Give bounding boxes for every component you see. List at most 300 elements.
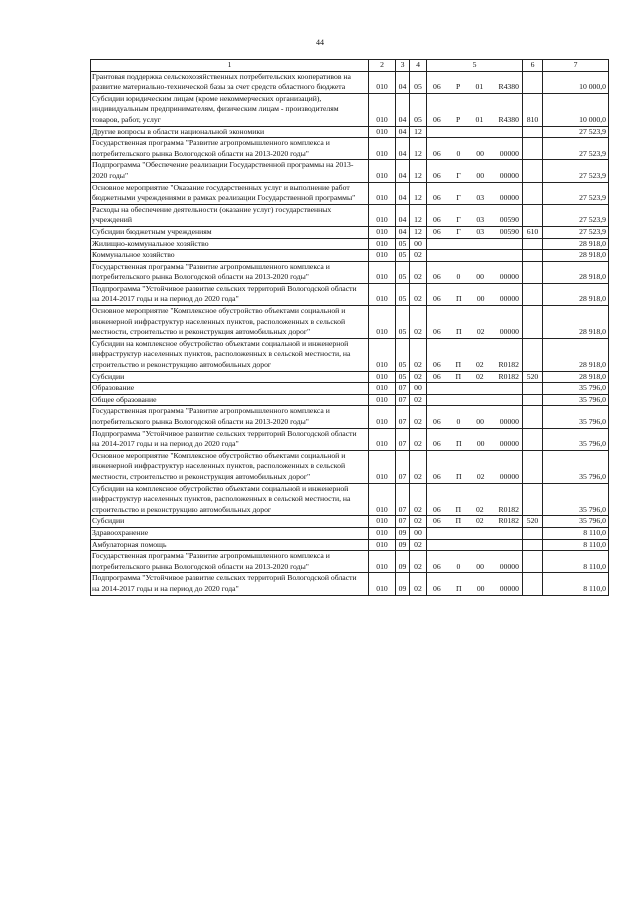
row-name: Субсидии <box>91 371 369 383</box>
csr-part: 00000 <box>499 327 519 337</box>
table-row <box>91 238 609 250</box>
csr-part: Г <box>456 170 461 180</box>
csr-part: П <box>455 439 462 449</box>
row-csr <box>427 371 523 383</box>
row-pr: 02 <box>410 450 427 483</box>
table-row <box>91 539 609 551</box>
csr-part: 02 <box>476 327 485 337</box>
csr-code <box>427 149 522 160</box>
table-row <box>91 71 609 93</box>
row-amount: 35 796,0 <box>543 394 609 406</box>
row-ved: 010 <box>369 516 396 528</box>
row-name: Коммунальное хозяйство <box>91 250 369 262</box>
row-ved: 010 <box>369 126 396 138</box>
row-name: Субсидии бюджетным учреждениям <box>91 226 369 238</box>
row-vr: 520 <box>523 371 543 383</box>
row-amount: 8 110,0 <box>543 527 609 539</box>
row-csr <box>427 283 523 305</box>
csr-part: R4380 <box>498 114 519 124</box>
row-pr: 02 <box>410 283 427 305</box>
row-amount: 8 110,0 <box>543 539 609 551</box>
csr-part: 00000 <box>499 417 519 426</box>
csr-part: 00000 <box>499 583 519 593</box>
row-name: Субсидии на комплексное обустройство объектами социальной и инженерной инфраструктур населенных пунктов, расположенных в сельской местности, на строительство и реконструкцию автомобильных дорог <box>91 338 369 371</box>
csr-part: 03 <box>476 226 485 236</box>
csr-code <box>427 472 522 483</box>
row-amount: 35 796,0 <box>543 383 609 395</box>
row-ved: 010 <box>369 551 396 573</box>
row-csr <box>427 93 523 126</box>
csr-part: 00000 <box>499 170 519 180</box>
row-pr: 02 <box>410 428 427 450</box>
row-vr <box>523 204 543 226</box>
row-name: Основное мероприятие "Комплексное обустройство объектами социальной и инженерной инфраструктур населенных пунктов, расположенных в сельской местности, строительство и реконструкция автомобильных дорог" <box>91 450 369 483</box>
header-row <box>91 60 609 72</box>
row-pr: 02 <box>410 394 427 406</box>
row-name: Государственная программа "Развитие агропромышленного комплекса и потребительского рынка Вологодской области на 2013-2020 годы" <box>91 551 369 573</box>
csr-code <box>427 516 522 527</box>
table-row <box>91 283 609 305</box>
csr-part: 02 <box>475 371 484 381</box>
row-ved: 010 <box>369 283 396 305</box>
row-csr <box>427 182 523 204</box>
row-vr <box>523 250 543 262</box>
row-name: Субсидии на комплексное обустройство объектами социальной и инженерной инфраструктур населенных пунктов, расположенных в сельской местности, на строительство и реконструкцию автомобильных дорог <box>91 483 369 516</box>
row-vr <box>523 573 543 595</box>
row-pr: 02 <box>410 250 427 262</box>
row-pr: 02 <box>410 539 427 551</box>
csr-part: 00590 <box>499 215 519 225</box>
row-ved: 010 <box>369 573 396 595</box>
row-ved: 010 <box>369 261 396 283</box>
row-csr <box>427 551 523 573</box>
row-name: Субсидии <box>91 516 369 528</box>
row-csr <box>427 527 523 539</box>
row-csr <box>427 138 523 160</box>
csr-code <box>427 360 522 371</box>
csr-part: 01 <box>475 82 484 92</box>
table-row <box>91 383 609 395</box>
table-row <box>91 527 609 539</box>
row-name: Расходы на обеспечение деятельности (оказание услуг) государственных учреждений <box>91 204 369 226</box>
header-cell: 1 <box>91 60 369 72</box>
csr-code <box>427 417 522 428</box>
row-name: Амбулаторная помощь <box>91 539 369 551</box>
row-csr <box>427 160 523 182</box>
csr-part: Р <box>455 114 461 124</box>
row-pr: 02 <box>410 306 427 339</box>
row-pr: 12 <box>410 182 427 204</box>
csr-part: 01 <box>475 114 484 124</box>
row-pr: 02 <box>410 338 427 371</box>
csr-part: 00000 <box>499 148 519 158</box>
header-cell: 3 <box>396 60 410 72</box>
row-vr <box>523 160 543 182</box>
row-vr: 610 <box>523 226 543 238</box>
csr-part: 0 <box>456 148 461 158</box>
header-cell: 5 <box>427 60 523 72</box>
row-vr <box>523 238 543 250</box>
row-name: Государственная программа "Развитие агропромышленного комплекса и потребительского рынка Вологодской области на 2013-2020 годы" <box>91 406 369 428</box>
csr-part: 00 <box>476 583 485 593</box>
row-vr <box>523 138 543 160</box>
csr-code <box>427 584 522 595</box>
row-csr <box>427 250 523 262</box>
row-pr: 02 <box>410 483 427 516</box>
row-rz: 05 <box>396 306 410 339</box>
table-row <box>91 338 609 371</box>
row-rz: 07 <box>396 394 410 406</box>
csr-part: 03 <box>476 215 485 225</box>
row-name: Общее образование <box>91 394 369 406</box>
row-ved: 010 <box>369 428 396 450</box>
row-name: Подпрограмма "Устойчивое развитие сельских территорий Вологодской области на 2014-2017 годы и на период до 2020 года" <box>91 428 369 450</box>
header-cell: 2 <box>369 60 396 72</box>
csr-part: R0182 <box>498 504 519 514</box>
row-amount: 28 918,0 <box>543 238 609 250</box>
table-row <box>91 93 609 126</box>
csr-part: 00 <box>476 439 485 449</box>
csr-part: 06 <box>433 516 441 526</box>
csr-part: 0 <box>456 272 461 282</box>
csr-part: 03 <box>476 193 485 203</box>
row-rz: 09 <box>396 573 410 595</box>
row-pr: 02 <box>410 516 427 528</box>
row-name: Подпрограмма "Устойчивое развитие сельских территорий Вологодской области на 2014-2017 годы и на период до 2020 года" <box>91 573 369 595</box>
row-csr <box>427 539 523 551</box>
csr-part: 06 <box>433 583 441 593</box>
row-vr: 810 <box>523 93 543 126</box>
csr-part: 06 <box>433 82 441 92</box>
row-vr <box>523 306 543 339</box>
table-row <box>91 226 609 238</box>
row-pr: 02 <box>410 406 427 428</box>
row-vr <box>523 261 543 283</box>
row-rz: 07 <box>396 483 410 516</box>
csr-code <box>427 227 522 238</box>
csr-part: 06 <box>433 170 441 180</box>
row-rz: 07 <box>396 406 410 428</box>
csr-part: R0182 <box>498 371 519 381</box>
csr-part: Г <box>456 226 461 236</box>
row-ved: 010 <box>369 383 396 395</box>
row-csr <box>427 338 523 371</box>
csr-code <box>427 82 522 93</box>
csr-part: 00 <box>476 148 484 158</box>
row-pr: 05 <box>410 71 427 93</box>
row-amount: 28 918,0 <box>543 283 609 305</box>
row-rz: 05 <box>396 371 410 383</box>
csr-part: 02 <box>476 471 485 481</box>
row-ved: 010 <box>369 527 396 539</box>
csr-part: 06 <box>433 148 441 158</box>
csr-part: 00000 <box>499 193 519 203</box>
csr-part: 06 <box>433 226 441 236</box>
row-amount: 28 918,0 <box>543 371 609 383</box>
row-amount: 10 000,0 <box>543 93 609 126</box>
row-csr <box>427 261 523 283</box>
csr-part: 06 <box>433 371 441 381</box>
row-name: Подпрограмма "Обеспечение реализации Государственной программы на 2013-2020 годы" <box>91 160 369 182</box>
row-csr <box>427 406 523 428</box>
table-row <box>91 250 609 262</box>
page-number: 44 <box>316 38 324 47</box>
row-ved: 010 <box>369 250 396 262</box>
row-ved: 010 <box>369 182 396 204</box>
table-row <box>91 394 609 406</box>
csr-code <box>427 272 522 283</box>
row-pr: 12 <box>410 204 427 226</box>
csr-part: 00 <box>476 294 485 304</box>
csr-code <box>427 215 522 226</box>
row-ved: 010 <box>369 406 396 428</box>
row-pr: 02 <box>410 261 427 283</box>
row-vr <box>523 551 543 573</box>
row-csr <box>427 428 523 450</box>
row-vr <box>523 450 543 483</box>
row-amount: 8 110,0 <box>543 551 609 573</box>
csr-part: 06 <box>433 561 441 571</box>
csr-part: 06 <box>433 360 441 370</box>
csr-part: Р <box>455 82 461 92</box>
row-rz: 04 <box>396 160 410 182</box>
row-pr: 02 <box>410 371 427 383</box>
csr-part: 00000 <box>499 272 519 282</box>
csr-code <box>427 193 522 204</box>
row-amount: 27 523,9 <box>543 226 609 238</box>
row-csr <box>427 516 523 528</box>
csr-part: R0182 <box>498 516 519 526</box>
row-vr <box>523 182 543 204</box>
row-vr <box>523 394 543 406</box>
csr-part: 02 <box>475 360 484 370</box>
row-amount: 10 000,0 <box>543 71 609 93</box>
row-name: Образование <box>91 383 369 395</box>
row-vr <box>523 539 543 551</box>
budget-table <box>90 59 609 596</box>
row-amount: 27 523,9 <box>543 204 609 226</box>
row-amount: 28 918,0 <box>543 338 609 371</box>
csr-part: 06 <box>433 193 441 203</box>
csr-part: 00 <box>476 417 484 426</box>
table-row <box>91 516 609 528</box>
row-pr: 05 <box>410 93 427 126</box>
csr-part: 02 <box>475 504 484 514</box>
csr-part: П <box>455 504 462 514</box>
csr-part: П <box>455 327 462 337</box>
csr-part: 06 <box>433 471 441 481</box>
csr-code <box>427 372 522 383</box>
row-amount: 28 918,0 <box>543 261 609 283</box>
csr-part: 06 <box>433 272 441 282</box>
row-vr <box>523 428 543 450</box>
row-rz: 05 <box>396 238 410 250</box>
row-vr: 520 <box>523 516 543 528</box>
row-vr <box>523 383 543 395</box>
table-row <box>91 551 609 573</box>
table-row <box>91 428 609 450</box>
row-pr: 02 <box>410 551 427 573</box>
row-csr <box>427 450 523 483</box>
csr-part: R0182 <box>498 360 519 370</box>
row-pr: 12 <box>410 138 427 160</box>
row-vr <box>523 126 543 138</box>
row-ved: 010 <box>369 539 396 551</box>
row-ved: 010 <box>369 204 396 226</box>
row-amount: 35 796,0 <box>543 483 609 516</box>
csr-part: П <box>455 583 462 593</box>
row-name: Основное мероприятие "Комплексное обустройство объектами социальной и инженерной инфраструктур населенных пунктов, расположенных в сельской местности, строительство и реконструкция автомобильных дорог" <box>91 306 369 339</box>
row-rz: 05 <box>396 261 410 283</box>
row-amount: 27 523,9 <box>543 138 609 160</box>
row-ved: 010 <box>369 138 396 160</box>
row-rz: 05 <box>396 250 410 262</box>
csr-part: П <box>455 516 462 526</box>
csr-part: 0 <box>456 561 461 571</box>
row-amount: 28 918,0 <box>543 250 609 262</box>
csr-part: 00 <box>476 272 484 282</box>
csr-part: 0 <box>456 417 461 426</box>
row-rz: 05 <box>396 283 410 305</box>
row-ved: 010 <box>369 93 396 126</box>
row-pr: 12 <box>410 226 427 238</box>
header-cell: 6 <box>523 60 543 72</box>
row-vr <box>523 527 543 539</box>
row-rz: 04 <box>396 93 410 126</box>
row-amount: 27 523,9 <box>543 160 609 182</box>
row-vr <box>523 283 543 305</box>
row-rz: 09 <box>396 539 410 551</box>
header-cell: 4 <box>410 60 427 72</box>
table-row <box>91 204 609 226</box>
row-ved: 010 <box>369 306 396 339</box>
csr-part: П <box>455 360 462 370</box>
row-ved: 010 <box>369 338 396 371</box>
row-vr <box>523 71 543 93</box>
row-csr <box>427 71 523 93</box>
csr-code <box>427 171 522 182</box>
csr-part: П <box>455 294 462 304</box>
row-ved: 010 <box>369 394 396 406</box>
row-amount: 35 796,0 <box>543 428 609 450</box>
csr-part: Г <box>456 215 461 225</box>
row-amount: 35 796,0 <box>543 516 609 528</box>
row-rz: 09 <box>396 551 410 573</box>
csr-part: R4380 <box>498 82 519 92</box>
row-ved: 010 <box>369 371 396 383</box>
table-row <box>91 138 609 160</box>
row-ved: 010 <box>369 483 396 516</box>
row-csr <box>427 483 523 516</box>
row-rz: 04 <box>396 226 410 238</box>
csr-part: 06 <box>433 439 441 449</box>
row-name: Государственная программа "Развитие агропромышленного комплекса и потребительского рынка Вологодской области на 2013-2020 годы" <box>91 138 369 160</box>
table-row <box>91 406 609 428</box>
table-row <box>91 182 609 204</box>
row-name: Жилищно-коммунальное хозяйство <box>91 238 369 250</box>
csr-part: 06 <box>433 504 441 514</box>
row-pr: 12 <box>410 126 427 138</box>
row-ved: 010 <box>369 160 396 182</box>
row-csr <box>427 383 523 395</box>
csr-part: 00 <box>476 170 485 180</box>
row-name: Субсидии юридическим лицам (кроме некоммерческих организаций), индивидуальным предпринимателям, физическим лицам - производителям товаров, работ, услуг <box>91 93 369 126</box>
row-amount: 35 796,0 <box>543 406 609 428</box>
csr-part: П <box>455 371 462 381</box>
csr-part: 06 <box>433 215 441 225</box>
row-name: Грантовая поддержка сельскохозяйственных потребительских кооперативов на развитие материально-технической базы за счет средств областного бюджета <box>91 71 369 93</box>
table-row <box>91 450 609 483</box>
row-rz: 07 <box>396 450 410 483</box>
row-rz: 09 <box>396 527 410 539</box>
csr-part: 00000 <box>499 561 519 571</box>
row-csr <box>427 238 523 250</box>
csr-part: 00000 <box>499 294 519 304</box>
csr-code <box>427 562 522 573</box>
row-csr <box>427 204 523 226</box>
csr-code <box>427 115 522 126</box>
row-pr: 12 <box>410 160 427 182</box>
row-rz: 05 <box>396 338 410 371</box>
row-rz: 07 <box>396 428 410 450</box>
row-ved: 010 <box>369 450 396 483</box>
row-pr: 02 <box>410 573 427 595</box>
row-name: Государственная программа "Развитие агропромышленного комплекса и потребительского рынка Вологодской области на 2013-2020 годы" <box>91 261 369 283</box>
table-row <box>91 306 609 339</box>
csr-part: 00000 <box>499 439 519 449</box>
row-amount: 28 918,0 <box>543 306 609 339</box>
csr-part: 06 <box>433 327 441 337</box>
csr-part: 00 <box>476 561 484 571</box>
row-name: Другие вопросы в области национальной экономики <box>91 126 369 138</box>
row-pr: 00 <box>410 527 427 539</box>
row-csr <box>427 306 523 339</box>
csr-part: 00000 <box>499 471 519 481</box>
row-rz: 04 <box>396 71 410 93</box>
table-row <box>91 261 609 283</box>
row-vr <box>523 338 543 371</box>
csr-part: 06 <box>433 417 441 426</box>
row-rz: 04 <box>396 182 410 204</box>
csr-part: П <box>455 471 462 481</box>
row-ved: 010 <box>369 226 396 238</box>
row-amount: 27 523,9 <box>543 182 609 204</box>
csr-part: 00590 <box>499 226 519 236</box>
row-rz: 07 <box>396 516 410 528</box>
row-rz: 04 <box>396 204 410 226</box>
table-row <box>91 573 609 595</box>
row-ved: 010 <box>369 238 396 250</box>
row-amount: 35 796,0 <box>543 450 609 483</box>
row-name: Подпрограмма "Устойчивое развитие сельских территорий Вологодской области на 2014-2017 годы и на период до 2020 года" <box>91 283 369 305</box>
row-name: Основное мероприятие "Оказание государственных услуг и выполнение работ бюджетными учреждениями в рамках реализации Государственной программы" <box>91 182 369 204</box>
table-row <box>91 371 609 383</box>
row-rz: 04 <box>396 138 410 160</box>
row-csr <box>427 573 523 595</box>
row-amount: 27 523,9 <box>543 126 609 138</box>
row-amount: 8 110,0 <box>543 573 609 595</box>
csr-code <box>427 327 522 338</box>
csr-code <box>427 294 522 305</box>
row-rz: 04 <box>396 126 410 138</box>
row-ved: 010 <box>369 71 396 93</box>
row-rz: 07 <box>396 383 410 395</box>
csr-part: 06 <box>433 114 441 124</box>
row-pr: 00 <box>410 238 427 250</box>
csr-code <box>427 505 522 516</box>
row-pr: 00 <box>410 383 427 395</box>
table-row <box>91 483 609 516</box>
